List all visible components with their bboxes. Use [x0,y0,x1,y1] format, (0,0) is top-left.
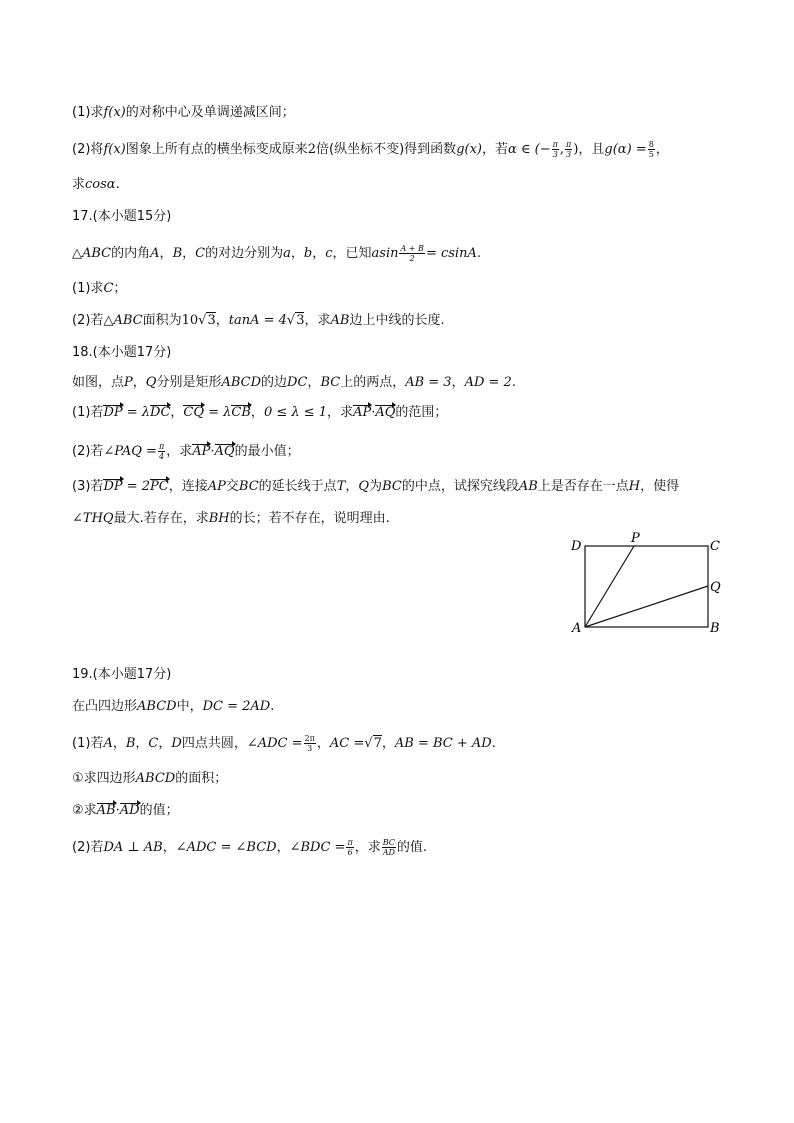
q16-part2: (2)将f(x)图象上所有点的横坐标变成原来2倍(纵坐标不变)得到函数g(x)，若α ∈ (− $\frac{\pi}{3}$ , $\frac{\pi}{3}$ )，且g(α) = $\frac{8}{5}$ ， [72,140,669,159]
label-q: Q [710,580,721,595]
q19-part1: (1)若A，B，C，D四点共圆，∠ADC = $\frac{2\pi}{3}$ ，AC =√7，AB = BC + AD. [72,734,496,753]
segment-ap [585,546,634,627]
label-c: C [710,539,720,554]
q18-part3: (3)若DP = 2PC，连接AP交BC的延长线于点T，Q为BC的中点，试探究线段AB上是否存在一点H，使得 [72,479,680,494]
q17-header: 17.(本小题15分) [72,209,172,224]
label-p: P [631,531,640,546]
label-b: B [710,621,720,636]
q18-part3-continued: ∠THQ最大.若存在，求BH的长；若不存在，说明理由. [72,511,390,526]
q17-stem: △ABC的内角A，B，C的对边分别为a，b，c，已知asin $\frac{A + B}{2}$ = csinA. [72,244,481,263]
q18-part2: (2)若∠PAQ = $\frac{\pi}{4}$ ，求AP·AQ的最小值； [72,442,300,461]
q16-part1: (1)求f(x)的对称中心及单调递减区间； [72,105,295,120]
q16-part2-continued: 求cosα. [72,177,120,192]
q19-sub1: ①求四边形ABCD的面积； [72,771,228,786]
q19-part2: (2)若DA ⊥ AB，∠ADC = ∠BCD，∠BDC = $\frac{\pi}{6}$ ，求 $\frac{BC}{AD}$ 的值. [72,838,428,857]
q19-stem: 在凸四边形ABCD中，DC = 2AD. [72,699,275,714]
label-d: D [571,539,582,554]
q18-stem: 如图，点P，Q分别是矩形ABCD的边DC，BC上的两点，AB = 3，AD = 2. [72,375,516,390]
q18-part1: (1)若DP = λDC，CQ = λCB，0 ≤ λ ≤ 1，求AP·AQ的范围； [72,405,448,420]
q19-sub2: ②求AB·AD的值； [72,803,179,818]
q19-header: 19.(本小题17分) [72,667,172,682]
q17-part1: (1)求C； [72,281,127,296]
label-a: A [572,621,582,636]
q18-rectangle-figure [560,528,740,640]
q17-part2: (2)若△ABC面积为10√3，tanA = 4√3，求AB边上中线的长度. [72,313,445,328]
q18-header: 18.(本小题17分) [72,345,172,360]
rectangle-abcd [585,546,708,627]
segment-aq [585,586,708,627]
